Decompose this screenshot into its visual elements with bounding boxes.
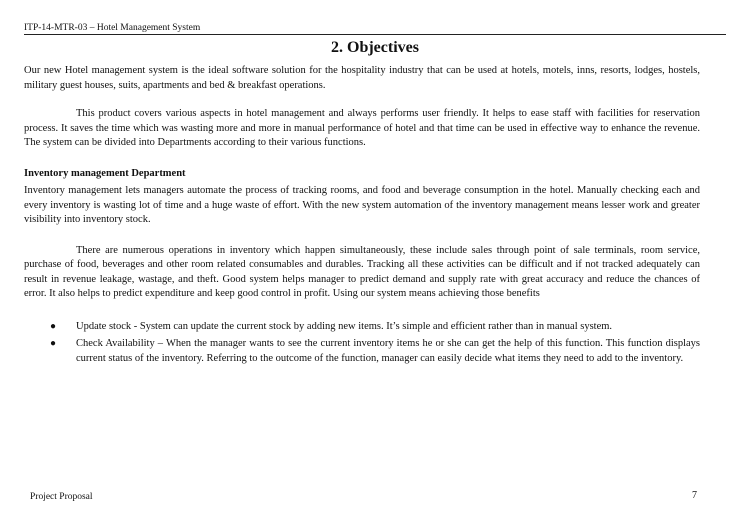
running-header: ITP-14-MTR-03 – Hotel Management System [24,23,201,33]
overview-paragraph: This product covers various aspects in hotel management and always performs user friendly. It helps to ease staff with facilities for reservation process. It saves the time which was wasting more and more in manual performance of hotel and that time can be used in effective way to enhance the revenue. The system can be divided into Departments according to their various functions. [24,108,700,148]
bullet-icon: ● [50,320,57,332]
inventory-paragraph: Inventory management lets managers automate the process of tracking rooms, and food and beverage consumption in the hotel. Manually checking each and every inventory is wasting lot of time and a huge waste of effort. With the new system automation of the inventory management means lesser work and greater visibility into inventory stock. [24,185,700,225]
inventory-heading: Inventory management Department [24,167,186,179]
page-number: 7 [692,490,697,501]
feature-list [24,320,700,367]
list-item-text: Check Availability – When the manager wants to see the current inventory items he or she can get the help of this function. This function displays current status of the inventory. Referring to the outcome of the function, manager can easily decide what items they need to add to the inventory. [76,338,700,364]
footer-label: Project Proposal [30,492,93,502]
list-item-text: Update stock - System can update the current stock by adding new items. It’s simple and efficient rather than in manual system. [76,320,613,332]
list-item-check-availability [24,337,700,366]
section-title: 2. Objectives [331,39,419,56]
inventory-operations-paragraph: There are numerous operations in inventory which happen simultaneously, these include sales through point of sale terminals, room service, purchase of food, beverages and other room related consumables and durables. Tracking all these activities can be difficult and if not tracked adequately can result in revenue leakage, wastage, and theft. Good system helps manager to predict demand and supply rate with great accuracy and reduce the chances of error. It also helps to predict expenditure and keep good control in profit. Using our system means achieving those benefits [24,244,700,299]
list-item-update-stock [24,320,700,335]
intro-paragraph: Our new Hotel management system is the ideal software solution for the hospitality industry that can be used at hotels, motels, inns, resorts, lodges, hostels, military guest houses, suits, apartments and bed & breakfast operations. [24,65,700,91]
main-content [24,64,700,369]
header-divider [24,34,726,35]
bullet-icon: ● [50,338,57,349]
